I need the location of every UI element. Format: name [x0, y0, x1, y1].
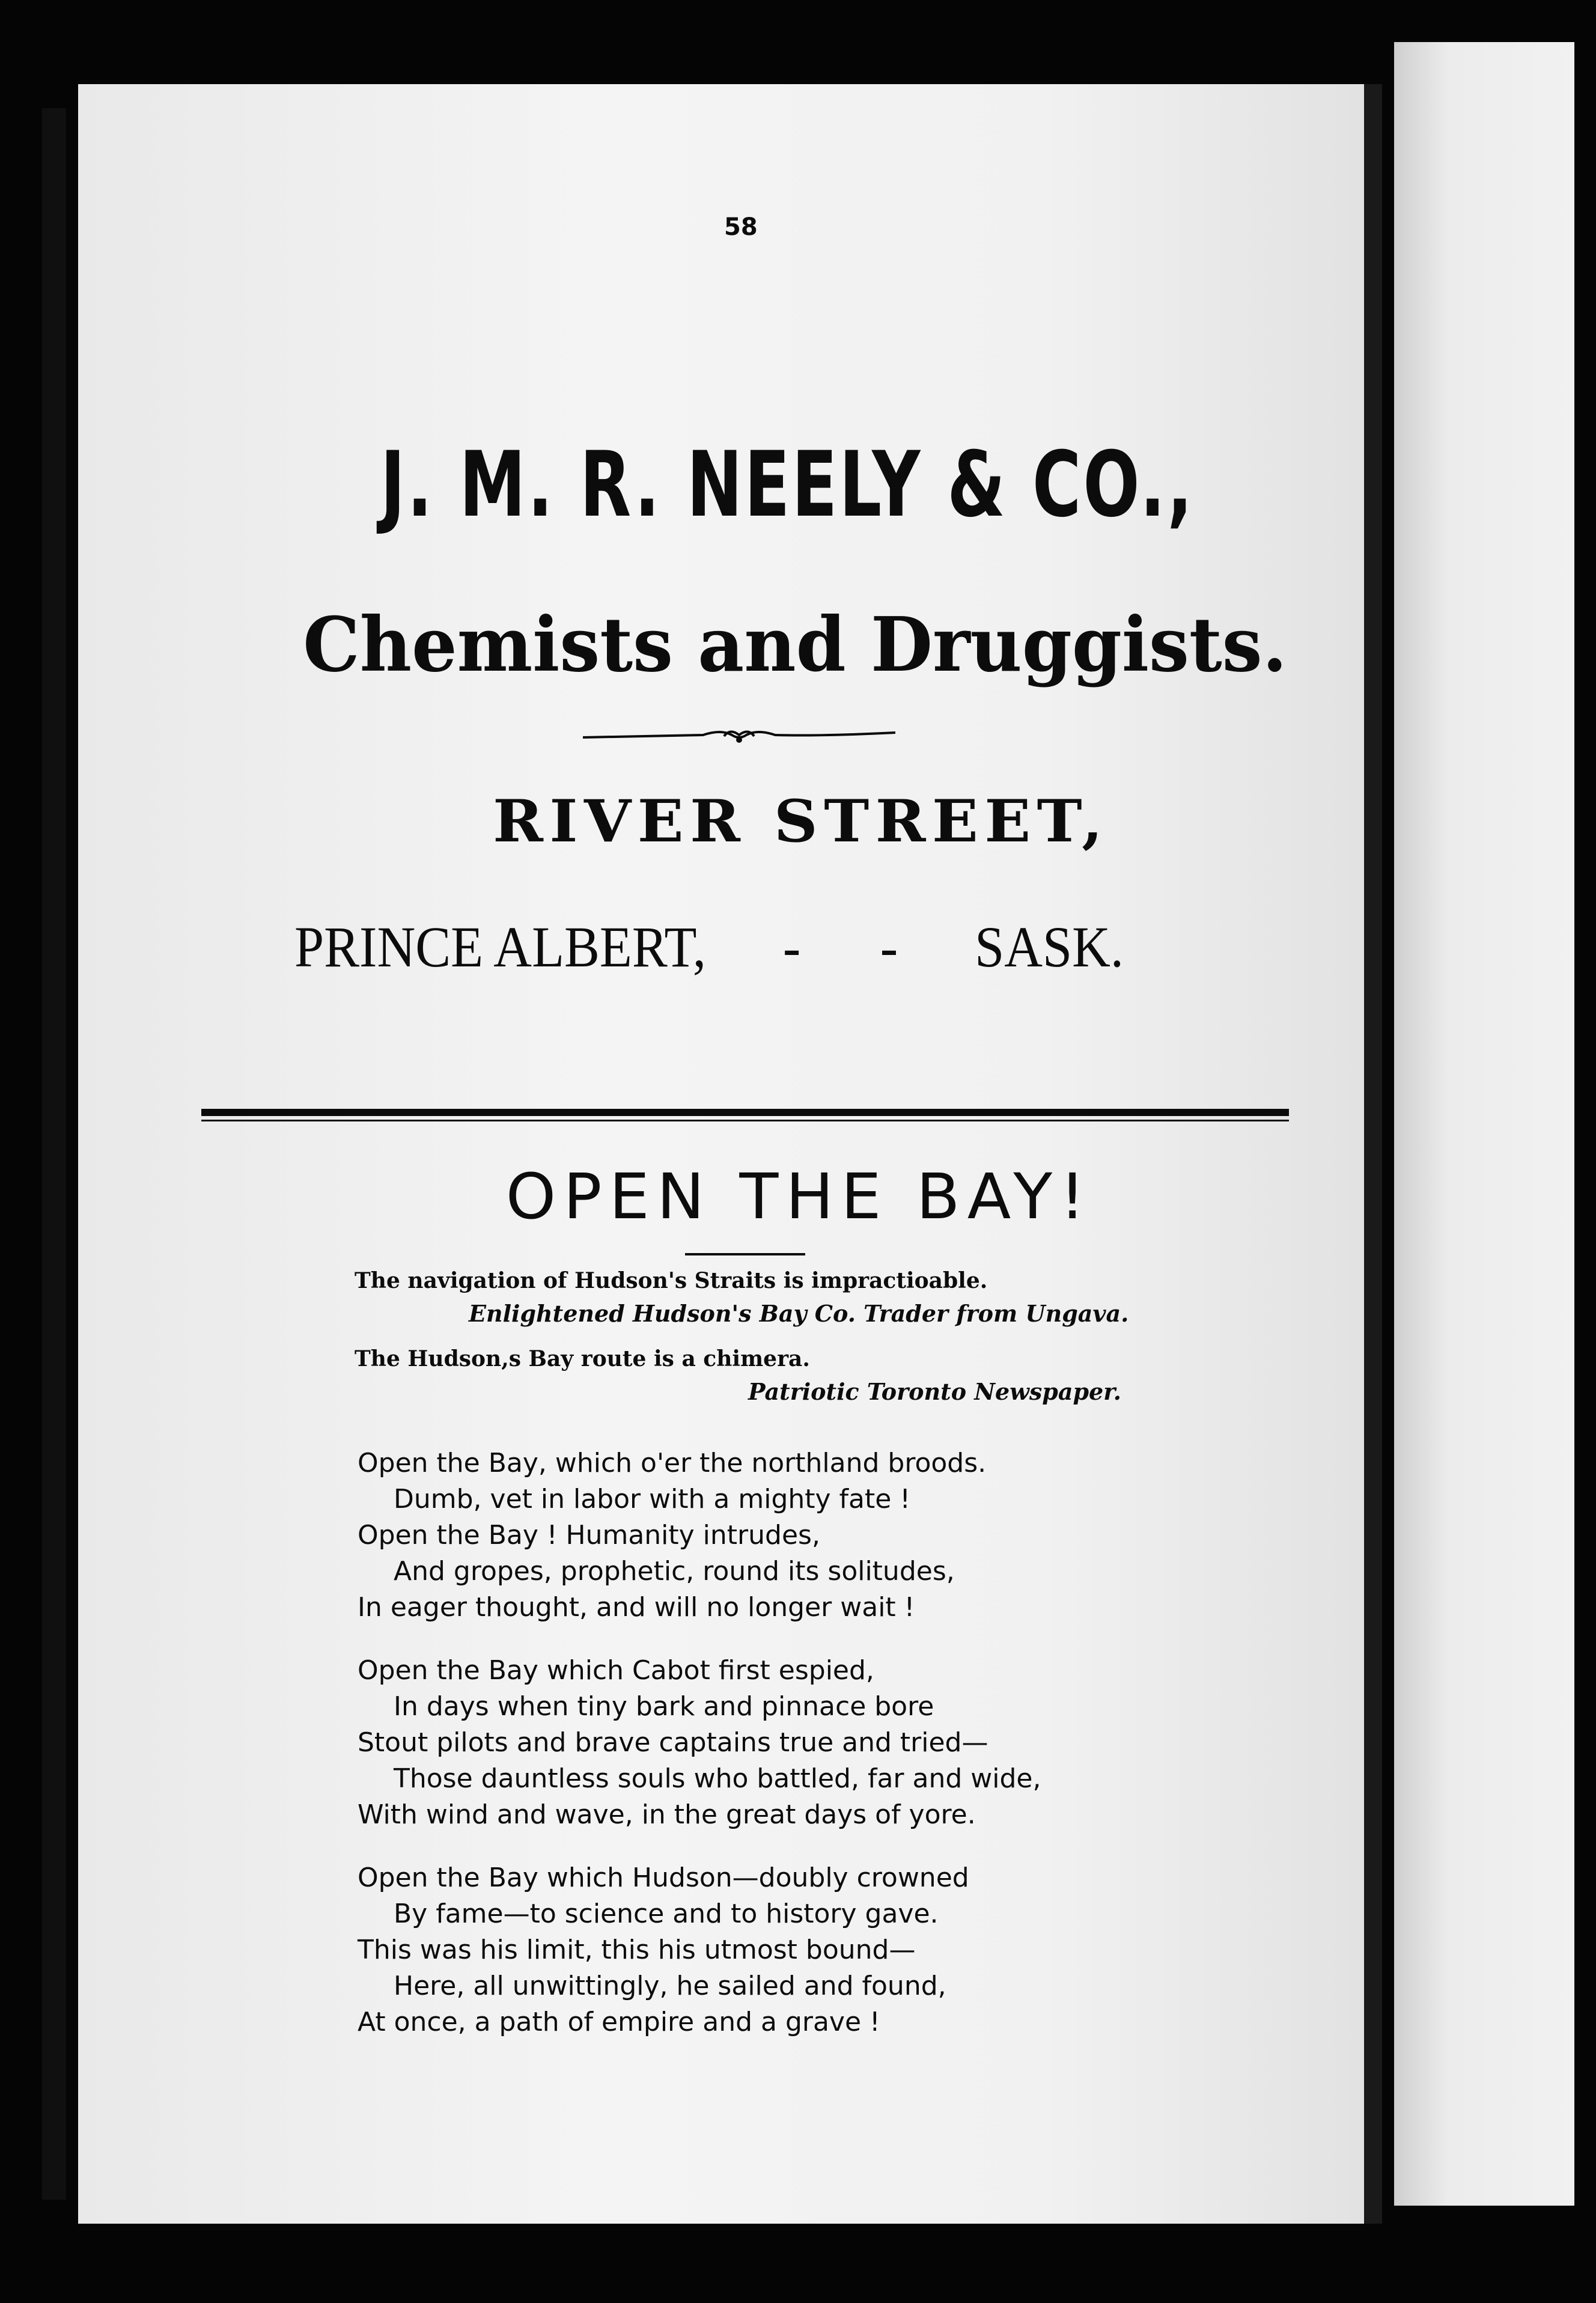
ornament-divider: [583, 718, 895, 754]
poem-line: At once, a path of empire and a grave !: [358, 2007, 880, 2037]
poem-line: Open the Bay ! Humanity intrudes,: [358, 1520, 820, 1551]
advert-firm-name: J. M. R. NEELY & CO.,: [380, 433, 1195, 537]
poem-stanza: [358, 1860, 969, 2040]
epigraph-attribution: Patriotic Toronto Newspaper.: [748, 1378, 1121, 1405]
advert-city: PRINCE ALBERT,: [294, 915, 706, 979]
section-rule: [201, 1109, 1289, 1116]
advert-tagline: Chemists and Druggists.: [303, 601, 1287, 689]
poem-line: With wind and wave, in the great days of yore.: [358, 1799, 976, 1830]
poem-line: Those dauntless souls who battled, far and wide,: [394, 1763, 1041, 1794]
poem-line: Open the Bay, which o'er the northland broods.: [358, 1448, 987, 1478]
page-number: 58: [724, 213, 758, 241]
poem-stanza: [358, 1653, 1041, 1833]
book-spine-edge: [42, 108, 66, 2200]
advert-province: SASK.: [975, 915, 1124, 979]
poem-line: Here, all unwittingly, he sailed and found,: [394, 1971, 946, 2001]
poem-line: In days when tiny bark and pinnace bore: [394, 1691, 934, 1722]
section-rule-thin: [201, 1120, 1289, 1121]
advert-street: RIVER STREET,: [493, 787, 1109, 855]
poem-line: In eager thought, and will no longer wait !: [358, 1592, 915, 1623]
poem-title: OPEN THE BAY!: [505, 1160, 1093, 1233]
advert-separator: - -: [782, 915, 898, 979]
poem-line: And gropes, prophetic, round its solitudes,: [394, 1556, 955, 1587]
poem-line: Open the Bay which Hudson—doubly crowned: [358, 1862, 969, 1893]
epigraph-quote: The navigation of Hudson's Straits is impractioable.: [355, 1268, 988, 1293]
epigraph-attribution: Enlightened Hudson's Bay Co. Trader from Ungava.: [469, 1300, 1129, 1327]
poem-line: By fame—to science and to history gave.: [394, 1899, 939, 1929]
poem-line: This was his limit, this his utmost bound—: [358, 1935, 916, 1965]
poem-line: Open the Bay which Cabot first espied,: [358, 1655, 874, 1686]
epigraph-quote: The Hudson,s Bay route is a chimera.: [355, 1346, 810, 1371]
poem-line: Dumb, vet in labor with a mighty fate !: [394, 1484, 910, 1514]
facing-page-edge: [1394, 42, 1574, 2206]
advert-address-line: [294, 914, 1124, 980]
poem-stanza: [358, 1445, 986, 1626]
title-underline: [685, 1253, 805, 1255]
poem-line: Stout pilots and brave captains true and tried—: [358, 1727, 988, 1758]
